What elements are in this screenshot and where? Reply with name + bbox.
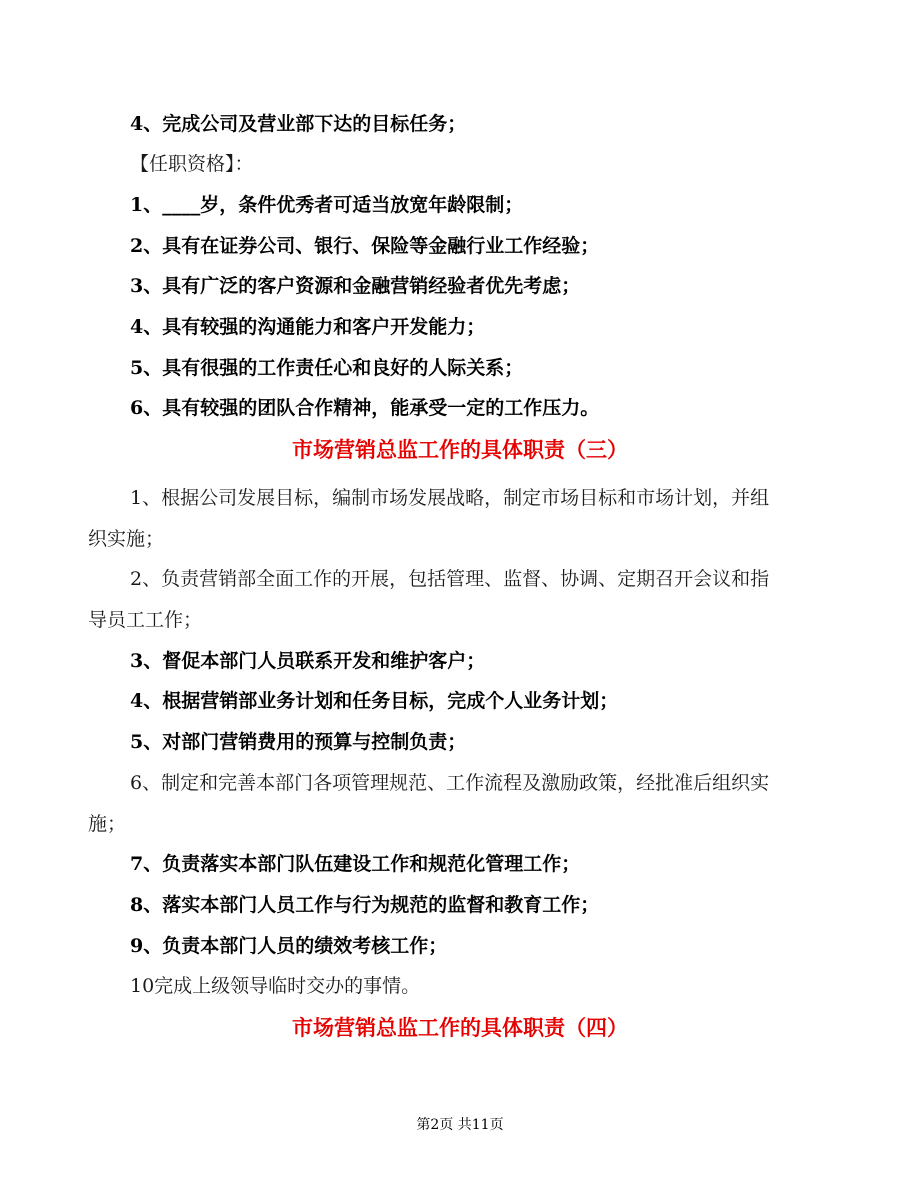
section-3-item-6-continued: 施； xyxy=(88,813,127,835)
page-number: 第2页 共11页 xyxy=(416,1117,504,1133)
section-3-item-1: 1、根据公司发展目标，编制市场发展战略，制定市场目标和市场计划，并组 xyxy=(130,487,770,509)
qualification-item-5: 5、具有很强的工作责任心和良好的人际关系； xyxy=(130,357,524,379)
section-3-item-7: 7、负责落实本部门队伍建设工作和规范化管理工作； xyxy=(130,853,581,875)
section-4-title: 市场营销总监工作的具体职责（四） xyxy=(292,1015,628,1040)
qualification-item-2: 2、具有在证券公司、银行、保险等金融行业工作经验； xyxy=(130,235,600,257)
qualification-header: 【任职资格】： xyxy=(130,153,254,175)
section-3-item-4: 4、根据营销部业务计划和任务目标，完成个人业务计划； xyxy=(130,690,619,712)
qualification-item-6: 6、具有较强的团队合作精神，能承受一定的工作压力。 xyxy=(130,397,600,419)
qualification-item-3: 3、具有广泛的客户资源和金融营销经验者优先考虑； xyxy=(130,275,581,297)
section-3-item-5: 5、对部门营销费用的预算与控制负责； xyxy=(130,731,467,753)
section-3-item-2-continued: 导员工工作； xyxy=(88,609,203,631)
section-3-item-9: 9、负责本部门人员的绩效考核工作； xyxy=(130,935,448,957)
section-3-title: 市场营销总监工作的具体职责（三） xyxy=(292,437,628,462)
section-3-item-1-continued: 织实施； xyxy=(88,528,165,550)
qualification-item-1: 1、____岁，条件优秀者可适当放宽年龄限制； xyxy=(130,194,524,216)
section-3-item-6: 6、制定和完善本部门各项管理规范、工作流程及激励政策，经批准后组织实 xyxy=(130,772,770,794)
section-3-item-2: 2、负责营销部全面工作的开展，包括管理、监督、协调、定期召开会议和指 xyxy=(130,568,770,590)
section-3-item-3: 3、督促本部门人员联系开发和维护客户； xyxy=(130,650,486,672)
section-3-item-8: 8、落实本部门人员工作与行为规范的监督和教育工作； xyxy=(130,894,600,916)
qualification-item-4: 4、具有较强的沟通能力和客户开发能力； xyxy=(130,316,486,338)
section-3-item-10: 10完成上级领导临时交办的事情。 xyxy=(130,975,421,997)
duty-item-4: 4、完成公司及营业部下达的目标任务； xyxy=(130,113,467,135)
